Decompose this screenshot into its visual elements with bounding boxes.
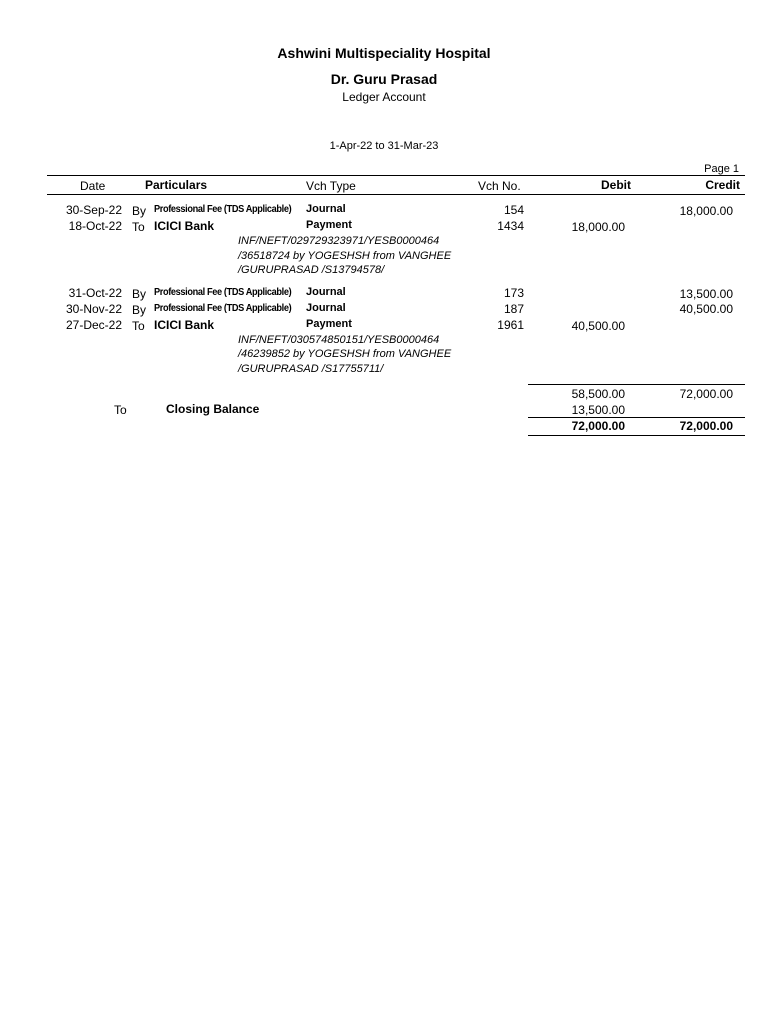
- row-vch-no: 1434: [497, 219, 524, 233]
- row-particulars: Professional Fee (TDS Applicable): [154, 204, 292, 215]
- row-particulars: ICICI Bank: [154, 318, 215, 332]
- account-name: Dr. Guru Prasad: [330, 71, 438, 87]
- row-vch-no: 1961: [497, 318, 524, 332]
- row-direction: By: [132, 204, 147, 218]
- row-debit: 40,500.00: [571, 319, 625, 333]
- header-top-rule: [47, 175, 745, 176]
- row-direction: To: [132, 319, 145, 333]
- row-direction: To: [132, 220, 145, 234]
- subtotal-credit: 72,000.00: [679, 387, 733, 401]
- grand-total-debit: 72,000.00: [571, 419, 625, 433]
- row-vch-no: 173: [503, 286, 524, 300]
- page-number: Page 1: [704, 163, 739, 175]
- row-narration-line: /46239852 by YOGESHSH from VANGHEE: [238, 348, 452, 360]
- row-particulars: Professional Fee (TDS Applicable): [154, 303, 292, 314]
- col-particulars: Particulars: [145, 178, 208, 192]
- row-narration-line: /36518724 by YOGESHSH from VANGHEE: [238, 250, 452, 262]
- row-vch-no: 154: [503, 203, 524, 217]
- row-particulars: ICICI Bank: [154, 219, 215, 233]
- company-name: Ashwini Multispeciality Hospital: [277, 45, 491, 61]
- col-vch-no: Vch No.: [478, 179, 521, 193]
- row-vch-type: Journal: [306, 203, 346, 215]
- row-credit: 18,000.00: [679, 204, 733, 218]
- row-debit: 18,000.00: [571, 220, 625, 234]
- row-vch-type: Payment: [306, 318, 352, 330]
- row-direction: By: [132, 287, 147, 301]
- col-vch-type: Vch Type: [306, 179, 356, 193]
- row-date: 27-Dec-22: [65, 318, 122, 332]
- closing-balance-debit: 13,500.00: [571, 403, 625, 417]
- row-vch-type: Journal: [306, 302, 346, 314]
- row-narration-line: INF/NEFT/029729323971/YESB0000464: [238, 235, 440, 247]
- row-narration-line: /GURUPRASAD /S13794578/: [238, 264, 385, 276]
- row-credit: 40,500.00: [679, 302, 733, 316]
- row-date: 30-Sep-22: [65, 203, 122, 217]
- row-vch-type: Payment: [306, 219, 352, 231]
- row-vch-type: Journal: [306, 286, 346, 298]
- col-date: Date: [80, 179, 106, 193]
- row-date: 18-Oct-22: [68, 219, 122, 233]
- row-direction: By: [132, 303, 147, 317]
- report-period: 1-Apr-22 to 31-Mar-23: [329, 140, 439, 152]
- col-debit: Debit: [601, 178, 631, 192]
- header-bottom-rule: [47, 194, 745, 195]
- row-credit: 13,500.00: [679, 287, 733, 301]
- closing-direction: To: [114, 403, 127, 417]
- row-date: 31-Oct-22: [68, 286, 122, 300]
- grand-total-top-rule: [528, 417, 745, 418]
- col-credit: Credit: [705, 178, 740, 192]
- subtotal-debit: 58,500.00: [571, 387, 625, 401]
- row-narration-line: INF/NEFT/030574850151/YESB0000464: [238, 334, 440, 346]
- closing-balance-label: Closing Balance: [166, 402, 260, 416]
- subtotal-rule: [528, 384, 745, 385]
- grand-total-credit: 72,000.00: [679, 419, 733, 433]
- row-narration-line: /GURUPRASAD /S17755711/: [238, 363, 384, 375]
- row-date: 30-Nov-22: [65, 302, 122, 316]
- grand-total-bottom-rule: [528, 435, 745, 436]
- row-vch-no: 187: [503, 302, 524, 316]
- report-type: Ledger Account: [342, 90, 426, 104]
- row-particulars: Professional Fee (TDS Applicable): [154, 287, 292, 298]
